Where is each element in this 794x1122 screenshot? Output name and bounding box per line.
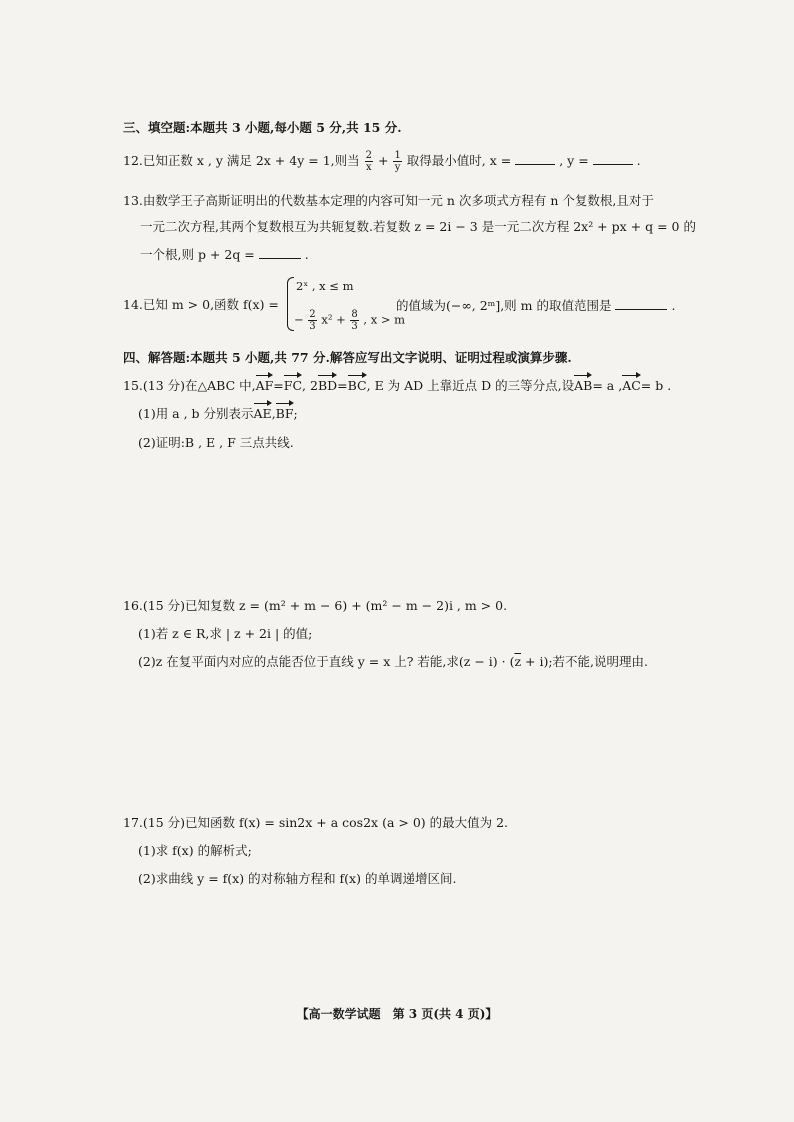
q12-plus: + [377,153,389,168]
question-15-part-1: (1)用 a , b 分别表示AE,BF; [138,406,298,421]
q12-stem: 12.已知正数 x , y 满足 2x + 4y = 1,则当 [123,153,360,168]
question-13-line-2: 一元二次方程,其两个复数根互为共轭复数.若复数 z = 2i − 3 是一元二次方程 2x² + px + q = 0 的 [140,219,696,234]
q14-case-1: 2ˣ , x ≤ m [296,279,354,293]
section-3-header: 三、填空题:本题共 3 小题,每小题 5 分,共 15 分. [123,120,402,135]
q12-blank-x[interactable] [515,152,555,165]
q12-end: . [636,153,641,168]
q14-case-2: − $\frac{2}{3}$ x² + $\frac{8}{3}$ , x > m [294,309,406,332]
q12-mid: 取得最小值时, x = [406,153,512,168]
question-15-part-2: (2)证明:B , E , F 三点共线. [138,435,294,450]
q13-line3-text: 一个根,则 p + 2q = [140,247,255,262]
q12-mid2: , y = [559,153,589,168]
page-footer: 【高一数学试题 第 3 页(共 4 页)】 [296,1007,498,1021]
question-14-tail: 的值域为(−∞, 2ᵐ],则 m 的取值范围是 . [396,298,676,313]
vector-FC: FC [283,378,303,393]
question-17-stem: 17.(15 分)已知函数 f(x) = sin2x + a cos2x (a > 0) 的最大值为 2. [123,815,509,830]
question-13-line-3 [140,246,309,263]
q14-blank[interactable] [615,297,667,310]
vector-AE: AE [253,406,272,421]
question-14-stem: 14.已知 m > 0,函数 f(x) = [123,297,279,312]
q14-fraction-2-over-3: $\frac{2}{3}$ [309,309,316,332]
vector-BD: BD [317,378,338,393]
q13-blank[interactable] [259,246,301,259]
z-conjugate: $\overline{z}$ [514,654,522,669]
question-16-part-1: (1)若 z ∈ R,求 | z + 2i | 的值; [138,626,313,641]
question-16-stem: 16.(15 分)已知复数 z = (m² + m − 6) + (m² − m − 2)i , m > 0. [123,598,508,613]
vector-BF: BF [275,406,294,421]
question-16-part-2: (2)z 在复平面内对应的点能否位于直线 y = x 上? 若能,求$(z - i) \cdot (\overline{z} + i)$;若不能,说明理由. [138,654,649,669]
section-4-header: 四、解答题:本题共 5 小题,共 77 分.解答应写出文字说明、证明过程或演算步骤. [123,350,572,365]
q13-end: . [304,247,309,262]
vector-AB: AB [574,378,593,393]
vector-BC: BC [347,378,367,393]
q12-blank-y[interactable] [593,152,633,165]
q12-fraction-2-over-x: $\frac{2}{x}$ [365,150,372,173]
vector-AC: AC [622,378,641,393]
vector-AF: AF [255,378,274,393]
question-17-part-1: (1)求 f(x) 的解析式; [138,843,252,858]
q14-piecewise-brace [287,277,294,331]
question-15-stem: 15.(13 分)在△ABC 中,AF=FC, 2BD=BC, E 为 AD 上靠近点 D 的三等分点,设AB= a ,AC= b . [123,378,672,393]
question-13-line-1: 13.由数学王子高斯证明出的代数基本定理的内容可知一元 n 次多项式方程有 n 个复数根,且对于 [123,193,654,208]
q12-fraction-1-over-y: $\frac{1}{y}$ [394,150,401,173]
q14-fraction-8-over-3: $\frac{8}{3}$ [351,309,358,332]
question-12 [123,150,641,173]
question-17-part-2: (2)求曲线 y = f(x) 的对称轴方程和 f(x) 的单调递增区间. [138,871,457,886]
